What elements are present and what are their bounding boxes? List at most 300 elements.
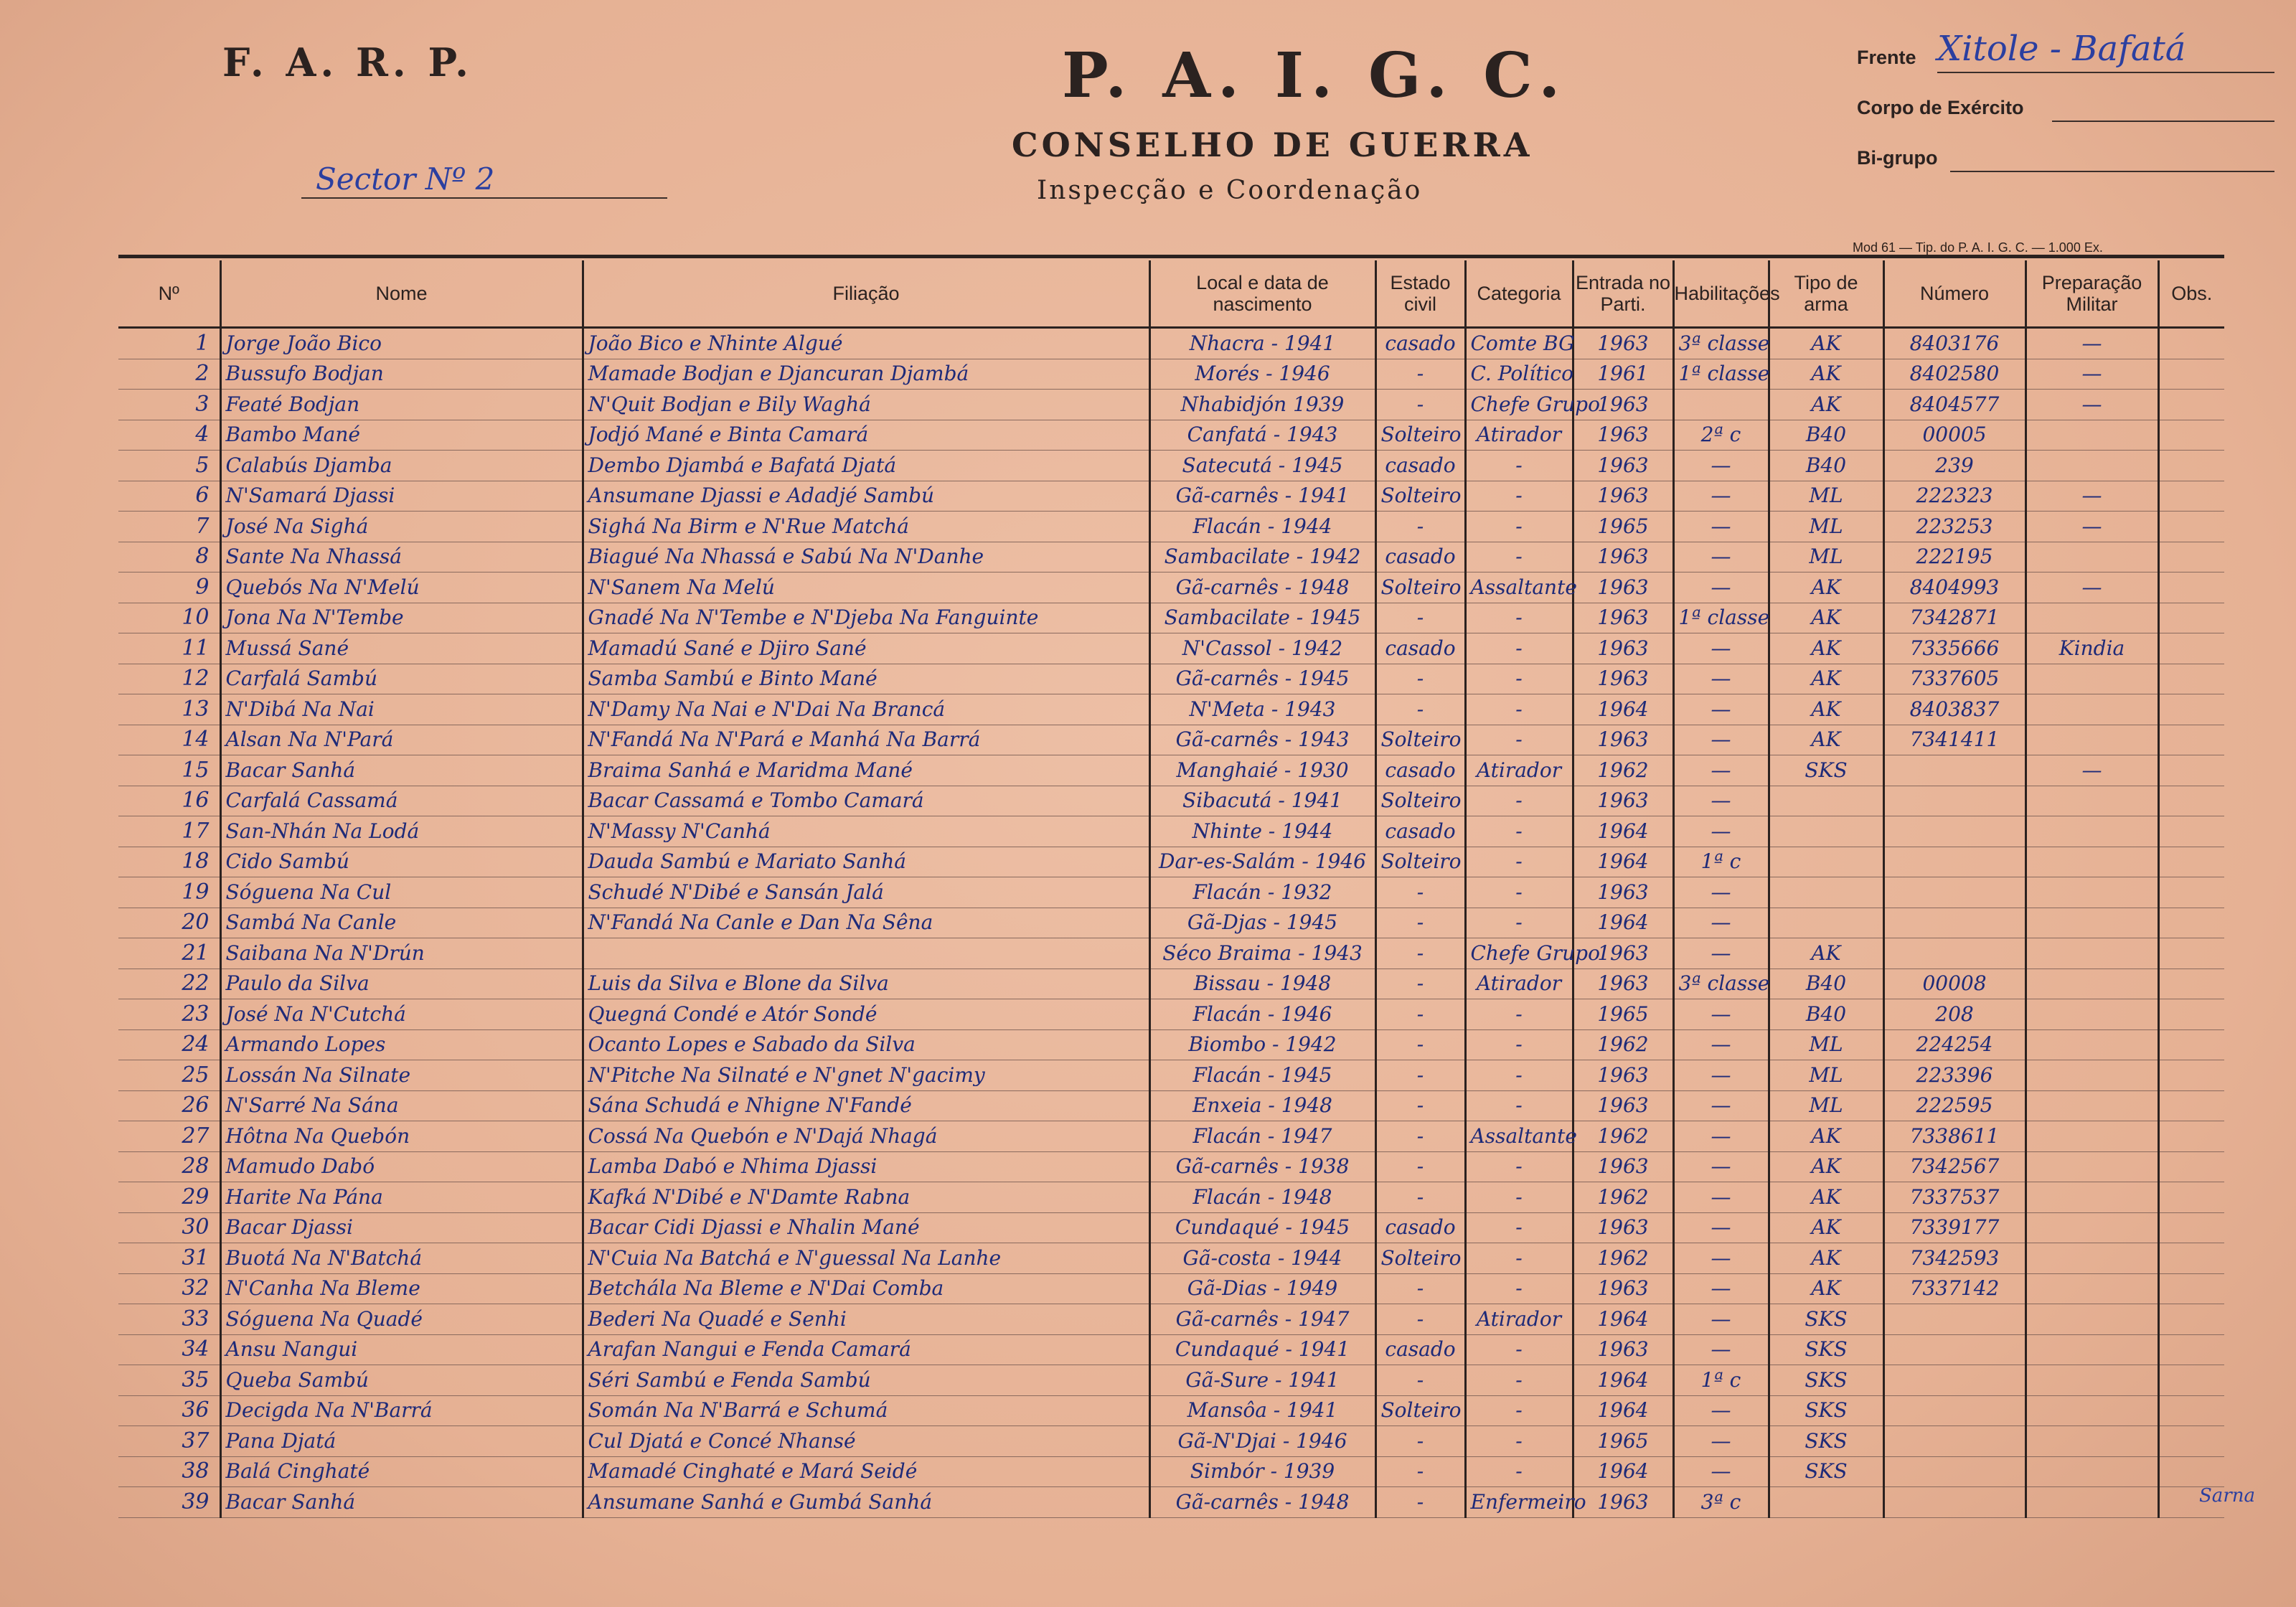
col-entrada-header: Entrada no Parti.	[1573, 260, 1673, 328]
col-habilitacoes-cell: —	[1673, 938, 1769, 969]
col-local-data-cell: Gã-costa - 1944	[1149, 1243, 1375, 1274]
col-habilitacoes-cell: —	[1673, 1029, 1769, 1060]
col-preparacao-cell	[2026, 786, 2158, 816]
col-preparacao-cell	[2026, 1456, 2158, 1487]
col-estado-civil-cell: Solteiro	[1375, 786, 1465, 816]
col-nome-cell: Featé Bodjan	[220, 390, 583, 420]
col-numero-ordem-cell: 33	[118, 1304, 220, 1335]
col-obs-cell	[2158, 328, 2224, 359]
table-row	[118, 1029, 2224, 1060]
col-filiacao-cell: Ocanto Lopes e Sabado da Silva	[583, 1029, 1149, 1060]
col-estado-civil-cell: -	[1375, 603, 1465, 633]
col-tipo-arma-cell: AK	[1769, 633, 1883, 664]
col-nome-cell: Harite Na Pána	[220, 1182, 583, 1213]
table-row	[118, 1243, 2224, 1274]
table-row	[118, 542, 2224, 572]
col-tipo-arma-cell: ML	[1769, 481, 1883, 512]
col-habilitacoes-cell: —	[1673, 1182, 1769, 1213]
col-numero-cell: 7339177	[1883, 1212, 2026, 1243]
col-estado-civil-cell: -	[1375, 694, 1465, 725]
table-row	[118, 847, 2224, 877]
col-numero-cell	[1883, 1304, 2026, 1335]
col-nome-cell: Bacar Sanhá	[220, 755, 583, 786]
col-estado-civil-cell: -	[1375, 1151, 1465, 1182]
sector-underline	[301, 197, 667, 199]
col-categoria-cell: -	[1465, 1060, 1573, 1091]
col-numero-ordem-cell: 27	[118, 1121, 220, 1152]
col-entrada-cell: 1963	[1573, 1487, 1673, 1518]
table-header-row	[118, 260, 2224, 328]
col-estado-civil-cell: -	[1375, 969, 1465, 999]
table-row	[118, 481, 2224, 512]
col-local-data-cell: Flacán - 1946	[1149, 999, 1375, 1030]
col-local-data-cell: Séco Braima - 1943	[1149, 938, 1375, 969]
col-categoria-cell: -	[1465, 786, 1573, 816]
col-numero-cell: 8403837	[1883, 694, 2026, 725]
col-numero-ordem-cell: 15	[118, 755, 220, 786]
col-tipo-arma-cell: ML	[1769, 542, 1883, 572]
paigc-title: P. A. I. G. C.	[1062, 39, 1568, 112]
col-obs-cell	[2158, 908, 2224, 938]
col-numero-cell: 7342593	[1883, 1243, 2026, 1274]
col-preparacao-cell: —	[2026, 390, 2158, 420]
col-habilitacoes-cell: 3ª c	[1673, 1487, 1769, 1518]
col-local-data-cell: Gã-Djas - 1945	[1149, 908, 1375, 938]
col-numero-ordem-cell: 30	[118, 1212, 220, 1243]
col-numero-ordem-header: Nº	[118, 260, 220, 328]
col-preparacao-cell: —	[2026, 328, 2158, 359]
col-local-data-cell: N'Cassol - 1942	[1149, 633, 1375, 664]
col-preparacao-cell	[2026, 1060, 2158, 1091]
corpo-label: Corpo de Exército	[1857, 97, 2024, 118]
col-numero-ordem-cell: 31	[118, 1243, 220, 1274]
col-nome-cell: Sambá Na Canle	[220, 908, 583, 938]
table-row	[118, 816, 2224, 847]
table-row	[118, 390, 2224, 420]
col-local-data-header: Local e data de nascimento	[1149, 260, 1375, 328]
col-filiacao-cell: Cul Djatá e Concé Nhansé	[583, 1426, 1149, 1457]
col-local-data-cell: Flacán - 1945	[1149, 1060, 1375, 1091]
col-numero-ordem-cell: 25	[118, 1060, 220, 1091]
col-obs-cell	[2158, 1121, 2224, 1152]
table-row	[118, 877, 2224, 908]
col-obs-cell	[2158, 664, 2224, 694]
col-numero-ordem-cell: 39	[118, 1487, 220, 1518]
frente-label: Frente	[1857, 47, 1916, 68]
col-estado-civil-cell: -	[1375, 1365, 1465, 1396]
col-preparacao-cell	[2026, 1273, 2158, 1304]
col-categoria-cell: -	[1465, 633, 1573, 664]
col-estado-civil-cell: Solteiro	[1375, 481, 1465, 512]
col-filiacao-cell: N'Cuia Na Batchá e N'guessal Na Lanhe	[583, 1243, 1149, 1274]
col-tipo-arma-cell: ML	[1769, 512, 1883, 542]
col-numero-cell: 222323	[1883, 481, 2026, 512]
col-entrada-cell: 1964	[1573, 1304, 1673, 1335]
col-estado-civil-cell: casado	[1375, 816, 1465, 847]
col-filiacao-cell: N'Massy N'Canhá	[583, 816, 1149, 847]
col-habilitacoes-cell: —	[1673, 1426, 1769, 1457]
col-categoria-cell: -	[1465, 847, 1573, 877]
frente-line	[1937, 72, 2274, 73]
col-habilitacoes-cell: 1ª c	[1673, 847, 1769, 877]
col-entrada-cell: 1962	[1573, 1029, 1673, 1060]
col-entrada-cell: 1962	[1573, 755, 1673, 786]
col-nome-cell: Mamudo Dabó	[220, 1151, 583, 1182]
col-preparacao-cell	[2026, 1304, 2158, 1335]
col-numero-ordem-cell: 12	[118, 664, 220, 694]
col-obs-cell	[2158, 694, 2224, 725]
col-estado-civil-cell: -	[1375, 908, 1465, 938]
col-obs-cell	[2158, 1090, 2224, 1121]
col-tipo-arma-cell: AK	[1769, 694, 1883, 725]
col-nome-cell: Bambo Mané	[220, 420, 583, 451]
col-local-data-cell: N'Meta - 1943	[1149, 694, 1375, 725]
frente-value: Xitole - Bafatá	[1937, 29, 2186, 69]
col-nome-cell: Hôtna Na Quebón	[220, 1121, 583, 1152]
col-numero-ordem-cell: 23	[118, 999, 220, 1030]
table-row	[118, 1090, 2224, 1121]
col-categoria-cell: Assaltante	[1465, 1121, 1573, 1152]
col-habilitacoes-header: Habilitações	[1673, 260, 1769, 328]
col-entrada-cell: 1963	[1573, 451, 1673, 481]
col-tipo-arma-cell: SKS	[1769, 1426, 1883, 1457]
col-categoria-cell: -	[1465, 1456, 1573, 1487]
col-categoria-cell: Chefe Grupo	[1465, 938, 1573, 969]
table-row	[118, 1456, 2224, 1487]
col-obs-cell	[2158, 542, 2224, 572]
col-nome-cell: N'Samará Djassi	[220, 481, 583, 512]
table-row	[118, 451, 2224, 481]
col-habilitacoes-cell: —	[1673, 1304, 1769, 1335]
col-local-data-cell: Biombo - 1942	[1149, 1029, 1375, 1060]
col-obs-cell	[2158, 969, 2224, 999]
signature: Sarna	[2199, 1485, 2255, 1507]
col-estado-civil-cell: -	[1375, 938, 1465, 969]
col-obs-cell	[2158, 1456, 2224, 1487]
col-tipo-arma-cell: ML	[1769, 1060, 1883, 1091]
col-entrada-cell: 1965	[1573, 999, 1673, 1030]
col-local-data-cell: Gã-carnês - 1945	[1149, 664, 1375, 694]
col-numero-ordem-cell: 32	[118, 1273, 220, 1304]
col-preparacao-cell	[2026, 1090, 2158, 1121]
col-numero-cell: 7342871	[1883, 603, 2026, 633]
col-numero-cell	[1883, 938, 2026, 969]
table-row	[118, 1121, 2224, 1152]
col-local-data-cell: Gã-carnês - 1947	[1149, 1304, 1375, 1335]
col-filiacao-cell: Somán Na N'Barrá e Schumá	[583, 1395, 1149, 1426]
col-categoria-cell: -	[1465, 999, 1573, 1030]
col-obs-cell	[2158, 1426, 2224, 1457]
col-numero-ordem-cell: 24	[118, 1029, 220, 1060]
col-categoria-cell: -	[1465, 1334, 1573, 1365]
col-tipo-arma-cell: ML	[1769, 1029, 1883, 1060]
col-local-data-cell: Flacán - 1947	[1149, 1121, 1375, 1152]
col-preparacao-cell	[2026, 1487, 2158, 1518]
col-numero-cell: 7335666	[1883, 633, 2026, 664]
col-filiacao-cell: Bacar Cassamá e Tombo Camará	[583, 786, 1149, 816]
col-estado-civil-cell: -	[1375, 1456, 1465, 1487]
col-filiacao-cell: Dauda Sambú e Mariato Sanhá	[583, 847, 1149, 877]
col-filiacao-cell: Ansumane Djassi e Adadjé Sambú	[583, 481, 1149, 512]
col-habilitacoes-cell: 3ª classe	[1673, 969, 1769, 999]
col-local-data-cell: Sambacilate - 1942	[1149, 542, 1375, 572]
col-numero-ordem-cell: 9	[118, 572, 220, 603]
col-nome-cell: Balá Cinghaté	[220, 1456, 583, 1487]
col-local-data-cell: Flacán - 1932	[1149, 877, 1375, 908]
col-preparacao-cell	[2026, 816, 2158, 847]
table-row	[118, 786, 2224, 816]
col-estado-civil-cell: -	[1375, 359, 1465, 390]
col-preparacao-cell	[2026, 969, 2158, 999]
col-categoria-cell: -	[1465, 694, 1573, 725]
col-categoria-cell: -	[1465, 542, 1573, 572]
col-entrada-cell: 1963	[1573, 1151, 1673, 1182]
col-obs-cell	[2158, 451, 2224, 481]
col-categoria-cell: -	[1465, 1365, 1573, 1396]
col-numero-ordem-cell: 1	[118, 328, 220, 359]
col-local-data-cell: Gã-carnês - 1948	[1149, 1487, 1375, 1518]
table-row	[118, 725, 2224, 755]
corpo-line	[2052, 121, 2274, 122]
col-filiacao-cell: Schudé N'Dibé e Sansán Jalá	[583, 877, 1149, 908]
col-numero-ordem-cell: 8	[118, 542, 220, 572]
col-preparacao-cell	[2026, 1243, 2158, 1274]
col-tipo-arma-cell: AK	[1769, 390, 1883, 420]
col-categoria-cell: -	[1465, 1426, 1573, 1457]
col-habilitacoes-cell: —	[1673, 1151, 1769, 1182]
col-preparacao-cell	[2026, 1212, 2158, 1243]
col-habilitacoes-cell: —	[1673, 1121, 1769, 1152]
col-obs-cell	[2158, 1304, 2224, 1335]
col-nome-cell: Cido Sambú	[220, 847, 583, 877]
col-nome-cell: Queba Sambú	[220, 1365, 583, 1396]
col-numero-cell: 208	[1883, 999, 2026, 1030]
col-local-data-cell: Cundaqué - 1941	[1149, 1334, 1375, 1365]
col-obs-cell	[2158, 1243, 2224, 1274]
col-numero-ordem-cell: 21	[118, 938, 220, 969]
col-habilitacoes-cell: —	[1673, 633, 1769, 664]
col-habilitacoes-cell: —	[1673, 1334, 1769, 1365]
col-tipo-arma-cell: AK	[1769, 725, 1883, 755]
col-numero-ordem-cell: 22	[118, 969, 220, 999]
col-habilitacoes-cell: —	[1673, 451, 1769, 481]
col-filiacao-cell: Luis da Silva e Blone da Silva	[583, 969, 1149, 999]
col-habilitacoes-cell: —	[1673, 786, 1769, 816]
col-obs-cell	[2158, 1334, 2224, 1365]
col-obs-cell	[2158, 359, 2224, 390]
col-numero-cell	[1883, 755, 2026, 786]
col-preparacao-cell	[2026, 999, 2158, 1030]
col-numero-ordem-cell: 34	[118, 1334, 220, 1365]
col-entrada-cell: 1965	[1573, 512, 1673, 542]
col-preparacao-cell	[2026, 1365, 2158, 1396]
col-nome-cell: Sóguena Na Cul	[220, 877, 583, 908]
col-obs-cell	[2158, 512, 2224, 542]
col-numero-ordem-cell: 38	[118, 1456, 220, 1487]
table-row	[118, 755, 2224, 786]
col-categoria-cell: -	[1465, 1182, 1573, 1213]
col-filiacao-cell: Bederi Na Quadé e Senhi	[583, 1304, 1149, 1335]
col-entrada-cell: 1963	[1573, 572, 1673, 603]
col-preparacao-cell	[2026, 1182, 2158, 1213]
table-row	[118, 1060, 2224, 1091]
col-preparacao-cell	[2026, 664, 2158, 694]
col-categoria-cell: Atirador	[1465, 420, 1573, 451]
col-filiacao-cell: Braima Sanhá e Maridma Mané	[583, 755, 1149, 786]
col-nome-cell: Bacar Sanhá	[220, 1487, 583, 1518]
col-nome-cell: Carfalá Cassamá	[220, 786, 583, 816]
col-numero-cell: 223396	[1883, 1060, 2026, 1091]
col-obs-cell	[2158, 390, 2224, 420]
col-nome-cell: Bacar Djassi	[220, 1212, 583, 1243]
col-numero-cell: 00008	[1883, 969, 2026, 999]
col-obs-cell	[2158, 1212, 2224, 1243]
table-row	[118, 1487, 2224, 1518]
col-categoria-cell: -	[1465, 1090, 1573, 1121]
col-preparacao-cell	[2026, 1151, 2158, 1182]
col-numero-ordem-cell: 5	[118, 451, 220, 481]
col-filiacao-cell: Gnadé Na N'Tembe e N'Djeba Na Fanguinte	[583, 603, 1149, 633]
table-row	[118, 1182, 2224, 1213]
col-habilitacoes-cell: —	[1673, 1456, 1769, 1487]
col-nome-cell: Calabús Djamba	[220, 451, 583, 481]
col-nome-cell: Alsan Na N'Pará	[220, 725, 583, 755]
col-entrada-cell: 1964	[1573, 694, 1673, 725]
col-obs-cell	[2158, 999, 2224, 1030]
col-estado-civil-cell: casado	[1375, 755, 1465, 786]
col-numero-ordem-cell: 37	[118, 1426, 220, 1457]
col-habilitacoes-cell: —	[1673, 1243, 1769, 1274]
col-categoria-cell: Assaltante	[1465, 572, 1573, 603]
col-numero-ordem-cell: 14	[118, 725, 220, 755]
col-habilitacoes-cell: —	[1673, 755, 1769, 786]
col-entrada-cell: 1962	[1573, 1243, 1673, 1274]
col-tipo-arma-cell: AK	[1769, 1273, 1883, 1304]
col-entrada-cell: 1964	[1573, 1456, 1673, 1487]
col-numero-ordem-cell: 18	[118, 847, 220, 877]
table-row	[118, 694, 2224, 725]
col-filiacao-cell: Arafan Nangui e Fenda Camará	[583, 1334, 1149, 1365]
col-numero-ordem-cell: 16	[118, 786, 220, 816]
col-estado-civil-cell: -	[1375, 1121, 1465, 1152]
col-estado-civil-cell: -	[1375, 512, 1465, 542]
col-categoria-cell: Atirador	[1465, 969, 1573, 999]
col-entrada-cell: 1964	[1573, 816, 1673, 847]
col-local-data-cell: Dar-es-Salám - 1946	[1149, 847, 1375, 877]
col-categoria-cell: Comte BG	[1465, 328, 1573, 359]
col-entrada-cell: 1963	[1573, 969, 1673, 999]
col-local-data-cell: Morés - 1946	[1149, 359, 1375, 390]
table-row	[118, 633, 2224, 664]
col-numero-cell: 224254	[1883, 1029, 2026, 1060]
col-local-data-cell: Gã-carnês - 1943	[1149, 725, 1375, 755]
col-tipo-arma-cell: SKS	[1769, 1395, 1883, 1426]
col-filiacao-cell	[583, 938, 1149, 969]
col-nome-cell: Saibana Na N'Drún	[220, 938, 583, 969]
col-entrada-cell: 1964	[1573, 847, 1673, 877]
col-numero-cell	[1883, 1334, 2026, 1365]
col-numero-cell: 00005	[1883, 420, 2026, 451]
col-categoria-cell: -	[1465, 1273, 1573, 1304]
col-tipo-arma-cell: AK	[1769, 328, 1883, 359]
col-numero-ordem-cell: 11	[118, 633, 220, 664]
col-filiacao-header: Filiação	[583, 260, 1149, 328]
col-numero-cell: 7342567	[1883, 1151, 2026, 1182]
col-estado-civil-cell: -	[1375, 1060, 1465, 1091]
col-estado-civil-cell: -	[1375, 1182, 1465, 1213]
register-table	[118, 260, 2224, 1518]
col-nome-cell: Jona Na N'Tembe	[220, 603, 583, 633]
table-row	[118, 1304, 2224, 1335]
farp-heading: F. A. R. P.	[222, 39, 473, 85]
col-tipo-arma-cell: AK	[1769, 938, 1883, 969]
col-nome-cell: Mussá Sané	[220, 633, 583, 664]
col-categoria-cell: -	[1465, 481, 1573, 512]
col-numero-cell: 7337142	[1883, 1273, 2026, 1304]
col-preparacao-cell	[2026, 420, 2158, 451]
col-tipo-arma-cell: AK	[1769, 1212, 1883, 1243]
conselho-subtitle: CONSELHO DE GUERRA	[1012, 126, 1533, 164]
col-preparacao-cell	[2026, 1029, 2158, 1060]
col-habilitacoes-cell: —	[1673, 542, 1769, 572]
col-filiacao-cell: Quegná Condé e Atór Sondé	[583, 999, 1149, 1030]
col-estado-civil-cell: -	[1375, 1487, 1465, 1518]
col-entrada-cell: 1961	[1573, 359, 1673, 390]
col-entrada-cell: 1964	[1573, 1365, 1673, 1396]
col-nome-cell: N'Sarré Na Sána	[220, 1090, 583, 1121]
col-tipo-arma-cell: AK	[1769, 1243, 1883, 1274]
col-estado-civil-cell: -	[1375, 1029, 1465, 1060]
col-local-data-cell: Flacán - 1944	[1149, 512, 1375, 542]
col-obs-cell	[2158, 420, 2224, 451]
table-row	[118, 572, 2224, 603]
col-numero-ordem-cell: 29	[118, 1182, 220, 1213]
col-numero-ordem-cell: 20	[118, 908, 220, 938]
col-numero-ordem-cell: 35	[118, 1365, 220, 1396]
col-numero-cell: 8404577	[1883, 390, 2026, 420]
col-estado-civil-cell: casado	[1375, 542, 1465, 572]
col-entrada-cell: 1963	[1573, 420, 1673, 451]
col-filiacao-cell: João Bico e Nhinte Algué	[583, 328, 1149, 359]
col-categoria-cell: -	[1465, 664, 1573, 694]
col-obs-cell	[2158, 847, 2224, 877]
col-numero-cell: 7337537	[1883, 1182, 2026, 1213]
col-local-data-cell: Bissau - 1948	[1149, 969, 1375, 999]
col-habilitacoes-cell: —	[1673, 908, 1769, 938]
col-filiacao-cell: Jodjó Mané e Binta Camará	[583, 420, 1149, 451]
col-obs-cell	[2158, 1365, 2224, 1396]
col-preparacao-cell: —	[2026, 481, 2158, 512]
col-obs-cell	[2158, 1151, 2224, 1182]
col-tipo-arma-cell: SKS	[1769, 1304, 1883, 1335]
col-nome-header: Nome	[220, 260, 583, 328]
col-categoria-cell: Enfermeiro	[1465, 1487, 1573, 1518]
col-tipo-arma-cell: SKS	[1769, 755, 1883, 786]
col-filiacao-cell: Samba Sambú e Binto Mané	[583, 664, 1149, 694]
col-numero-cell: 222595	[1883, 1090, 2026, 1121]
col-tipo-arma-cell: AK	[1769, 1182, 1883, 1213]
col-tipo-arma-cell: AK	[1769, 359, 1883, 390]
col-obs-cell	[2158, 572, 2224, 603]
col-filiacao-cell: Cossá Na Quebón e N'Dajá Nhagá	[583, 1121, 1149, 1152]
col-tipo-arma-cell	[1769, 786, 1883, 816]
col-nome-cell: N'Dibá Na Nai	[220, 694, 583, 725]
col-numero-cell	[1883, 1487, 2026, 1518]
col-filiacao-cell: Sána Schudá e Nhigne N'Fandé	[583, 1090, 1149, 1121]
col-preparacao-cell	[2026, 542, 2158, 572]
table-row	[118, 1365, 2224, 1396]
col-numero-ordem-cell: 10	[118, 603, 220, 633]
